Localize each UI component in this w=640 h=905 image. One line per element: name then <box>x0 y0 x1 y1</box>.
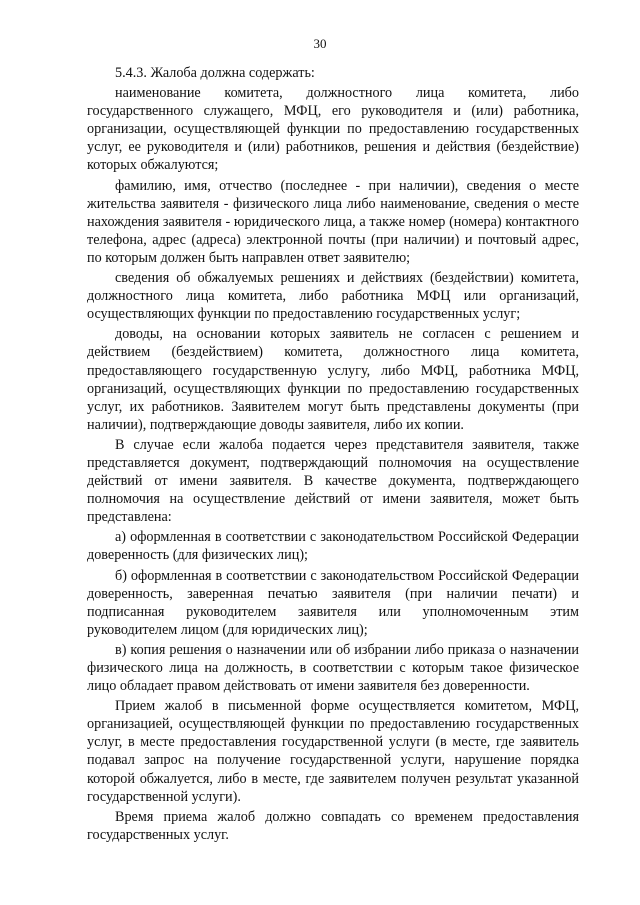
page-number: 30 <box>313 36 327 51</box>
paragraph-complaint-contents-heading: 5.4.3. Жалоба должна содержать: <box>115 65 315 81</box>
paragraph-written-acceptance: Прием жалоб в письменной форме осуществляется комитетом, МФЦ, организацией, осуществляющей функции по предоставлению государственных услуг, в месте предоставления государственной услуги (в месте, где заявитель подавал запрос на получение государственной услуги, нарушение порядка которой обжалуется, либо в месте, где заявителем получен результат указанной государственной услуги). <box>87 698 579 805</box>
paragraph-item-b: б) оформленная в соответствии с законодательством Российской Федерации доверенность, заверенная печатью заявителя (при наличии печати) и подписанная руководителем заявителя или уполномоченным этим руководителем лицом (для юридических лиц); <box>87 567 579 638</box>
document-body <box>87 64 579 846</box>
paragraph-respondent-name: наименование комитета, должностного лица комитета, либо государственного служащего, МФЦ, его руководителя и (или) работника, организации, осуществляющей функции по предоставлению государственных услуг, ее руководителя и (или) работников, решения и действия (бездействие) которых обжалуются; <box>87 85 579 174</box>
paragraph-item-v: в) копия решения о назначении или об избрании либо приказа о назначении физического лица на должность, в соответствии с которым такое физическое лицо обладает правом действовать от имени заявителя без доверенности. <box>87 641 579 695</box>
paragraph-applicant-details: фамилию, имя, отчество (последнее - при наличии), сведения о месте жительства заявителя - физического лица либо наименование, сведения о месте нахождения заявителя - юридического лица, а также номер (номера) контактного телефона, адрес (адреса) электронной почты (при наличии) и почтовый адрес, по которым должен быть направлен ответ заявителю; <box>87 177 579 266</box>
paragraph-item-a: а) оформленная в соответствии с законодательством Российской Федерации доверенность (для физических лиц); <box>87 529 579 564</box>
paragraph-appealed-decisions: сведения об обжалуемых решениях и действиях (бездействии) комитета, должностного лица комитета, либо работника МФЦ или организаций, осуществляющих функции по предоставлению государственных услуг; <box>87 270 579 323</box>
paragraph-acceptance-time: Время приема жалоб должно совпадать со временем предоставления государственных услуг. <box>87 808 579 843</box>
paragraph-arguments: доводы, на основании которых заявитель не согласен с решением и действием (бездействием) комитета, должностного лица комитета, предоставляющего государственную услугу, либо МФЦ, работника МФЦ, организаций, осуществляющих функции по предоставлению государственных услуг, их работников. Заявителем могут быть представлены документы (при наличии), подтверждающие доводы заявителя, либо их копии. <box>87 326 579 433</box>
paragraph-representative: В случае если жалоба подается через представителя заявителя, также представляется документ, подтверждающий полномочия на осуществление действий от имени заявителя. В качестве документа, подтверждающего полномочия на осуществление действий от имени заявителя, может быть представлена: <box>87 436 579 526</box>
